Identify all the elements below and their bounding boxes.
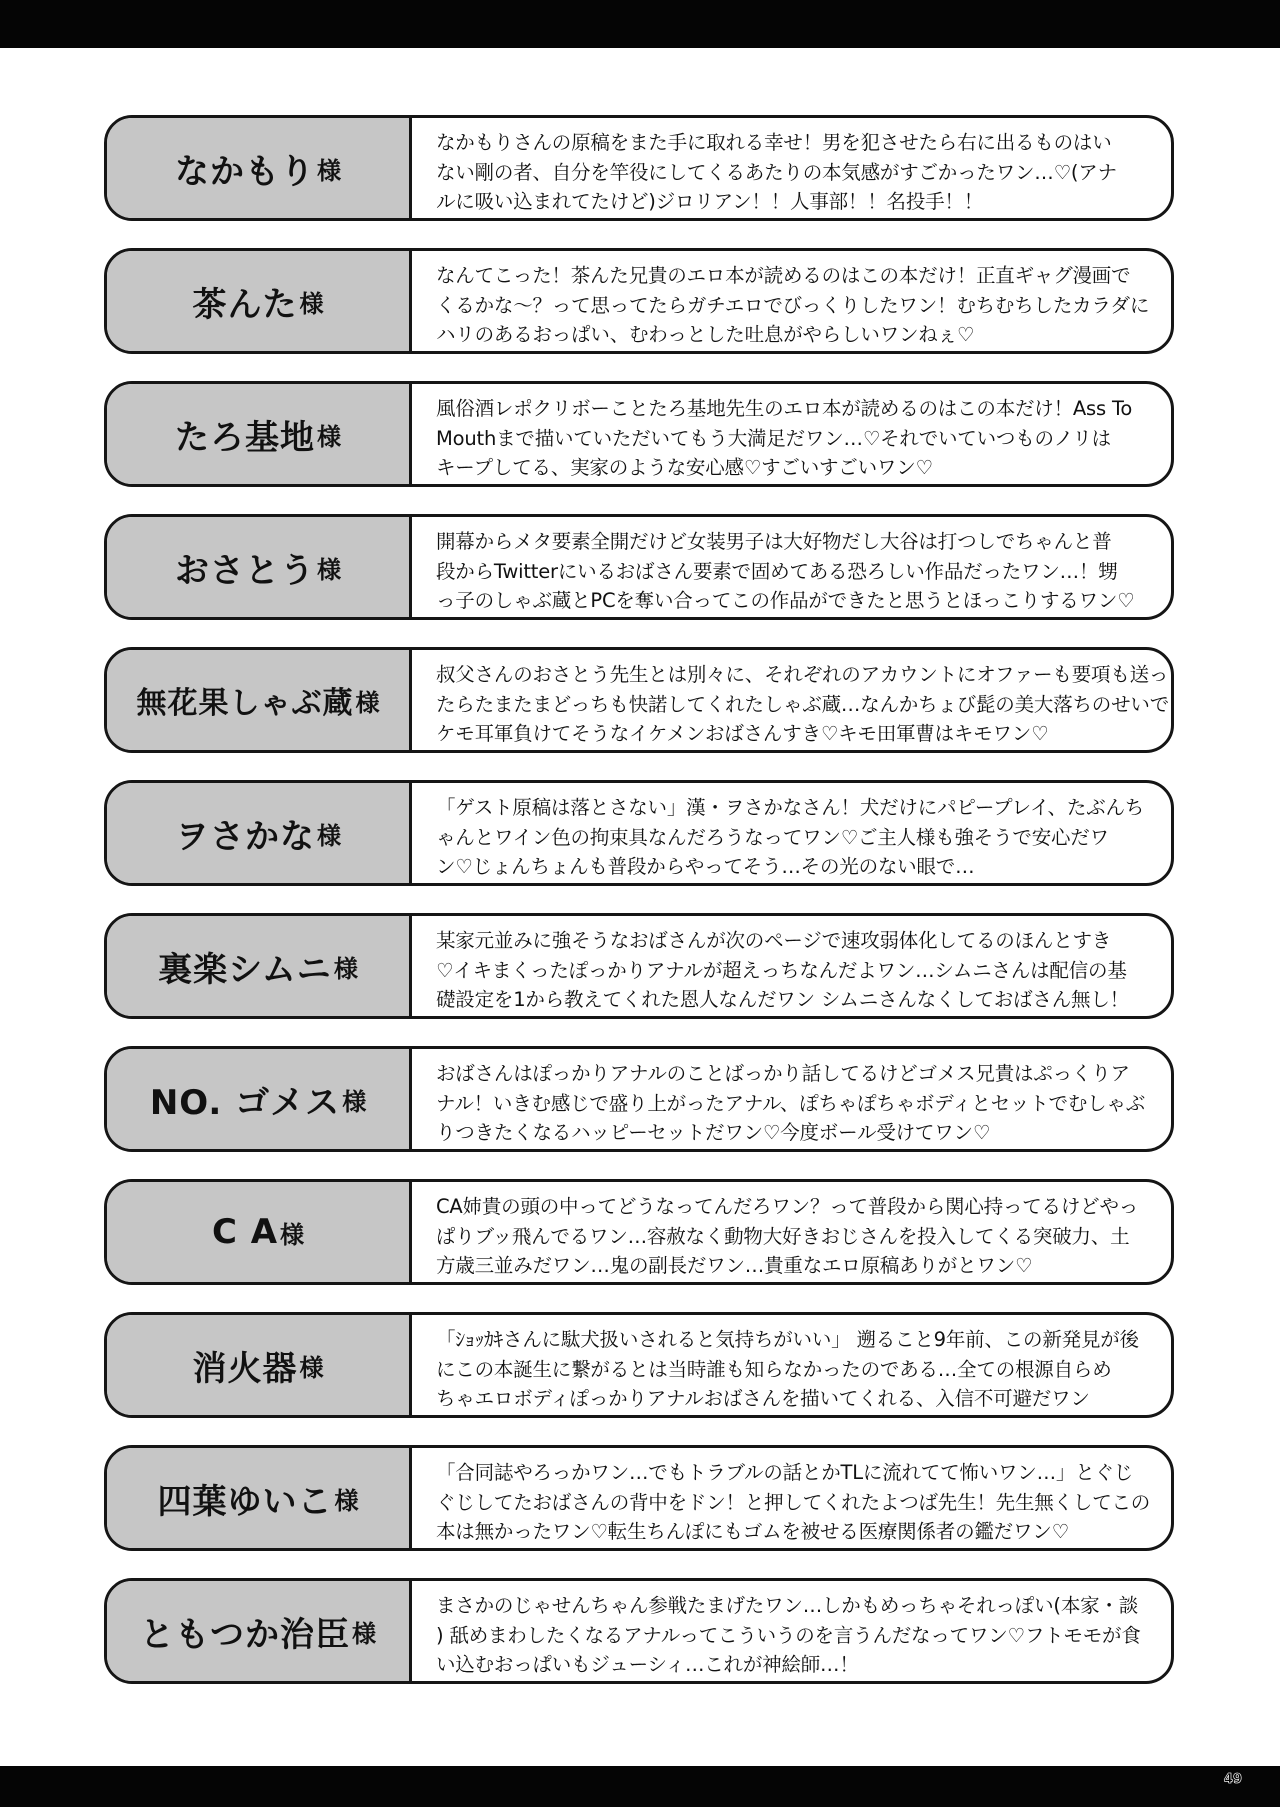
author-name-cell <box>107 1182 412 1282</box>
comment-line: 「ゲスト原稿は落とさない」漢・ヲさかなさん！犬だけにパピープレイ、たぶんち <box>436 796 1145 819</box>
author-name: なかもり <box>175 151 315 192</box>
credit-entry <box>104 115 1174 221</box>
author-name: 無花果しゃぶ蔵 <box>136 686 354 721</box>
comment-line: ぐじしてたおばさんの背中をドン！と押してくれたよつば先生！先生無くしてこの <box>436 1490 1151 1514</box>
honorific: 様 <box>280 1220 305 1249</box>
comment-line: なかもりさんの原稿をまた手に取れる幸せ！男を犯させたら右に出るものはい <box>436 131 1112 154</box>
credit-entry <box>104 1578 1174 1684</box>
comment-line: っ子のしゃぶ蔵とPCを奪い合ってこの作品ができたと思うとほっこりするワン♡ <box>436 589 1135 612</box>
comment-text <box>412 1581 1171 1681</box>
comment-line: にこの本誕生に繋がるとは当時誰も知らなかったのである…全ての根源自らめ <box>436 1357 1112 1381</box>
comment-text <box>412 517 1171 617</box>
comment-line: 本は無かったワン♡転生ちんぽにもゴムを被せる医療関係者の鑑だワン♡ <box>436 1520 1069 1543</box>
honorific: 様 <box>317 821 341 850</box>
honorific: 様 <box>342 1087 367 1116</box>
comment-line: ナル！いきむ感じで盛り上がったアナル、ぽちゃぽちゃボディとセットでむしゃぶ <box>436 1091 1146 1115</box>
author-name-cell <box>107 916 412 1016</box>
credit-entry <box>104 780 1174 886</box>
comment-line: ) 舐めまわしたくなるアナルってこういうのを言うんだなってワン♡フトモモが食 <box>436 1623 1141 1647</box>
honorific: 様 <box>317 156 341 185</box>
comment-line: 「ｼｮｯｶｷさんに駄犬扱いされると気持ちがいい」 遡ること9年前、この新発見が後 <box>436 1328 1139 1351</box>
comment-text <box>412 1182 1171 1282</box>
comment-line: ルに吸い込まれてたけど)ジロリアン！！人事部！！名投手！！ <box>436 190 984 213</box>
credit-entry <box>104 1179 1174 1285</box>
honorific: 様 <box>334 1486 359 1515</box>
comment-line: キープしてる、実家のような安心感♡すごいすごいワン♡ <box>436 456 933 479</box>
author-name-cell <box>107 251 412 351</box>
honorific: 様 <box>355 688 380 717</box>
comment-line: ぱりブッ飛んでるワン…容赦なく動物大好きおじさんを投入してくる突破力、土 <box>436 1224 1130 1248</box>
comment-line: たらたまたまどっちも快諾してくれたしゃぶ蔵…なんかちょび髭の美大落ちのせいで <box>436 692 1170 716</box>
honorific: 様 <box>299 1353 324 1382</box>
comment-text <box>412 1315 1171 1415</box>
top-black-bar <box>0 0 1280 48</box>
comment-line: ゃんとワイン色の拘束具なんだろうなってワン♡ご主人様も強そうで安心だワ <box>436 825 1109 849</box>
credit-entry <box>104 913 1174 1019</box>
bottom-black-bar <box>0 1766 1280 1807</box>
comment-line: おばさんはぽっかりアナルのことばっかり話してるけどゴメス兄貴はぷっくりア <box>436 1062 1130 1085</box>
author-name: 四葉ゆいこ <box>157 1481 333 1522</box>
comment-line: 開幕からメタ要素全開だけど女装男子は大好物だし大谷は打つしでちゃんと普 <box>436 530 1112 553</box>
comment-line: りつきたくなるハッピーセットだワン♡今度ボール受けてワン♡ <box>436 1121 991 1144</box>
comment-text <box>412 916 1171 1016</box>
comment-line: くるかな～？って思ってたらガチエロでびっくりしたワン！むちむちしたカラダに <box>436 293 1150 317</box>
credit-entry <box>104 1445 1174 1551</box>
comment-line: 方歳三並みだワン…鬼の副長だワン…貴重なエロ原稿ありがとワン♡ <box>436 1254 1033 1277</box>
comment-text <box>412 118 1171 218</box>
author-name: ヲさかな <box>175 816 315 857</box>
author-name: NO. ゴメス <box>149 1082 341 1123</box>
comment-text <box>412 251 1171 351</box>
comment-line: なんてこった！茶んた兄貴のエロ本が読めるのはこの本だけ！正直ギャグ漫画で <box>436 264 1131 287</box>
honorific: 様 <box>299 289 324 318</box>
honorific: 様 <box>333 954 358 983</box>
author-name-cell <box>107 118 412 218</box>
author-name: 裏楽シムニ <box>158 949 332 990</box>
credits-list <box>104 115 1174 1711</box>
credit-entry <box>104 1046 1174 1152</box>
comment-line: ハリのあるおっぱい、むわっとした吐息がやらしいワンねぇ♡ <box>436 323 975 346</box>
author-name-cell <box>107 517 412 617</box>
author-name-cell <box>107 1448 412 1548</box>
comment-line: まさかのじゃせんちゃん参戦たまげたワン…しかもめっちゃそれっぽい(本家・談 <box>436 1594 1139 1617</box>
comment-line: CA姉貴の頭の中ってどうなってんだろワン？って普段から関心持ってるけどやっ <box>436 1195 1139 1218</box>
comment-text <box>412 783 1171 883</box>
comment-line: ン♡じょんちょんも普段からやってそう…その光のない眼で… <box>436 855 975 878</box>
author-name: 消火器 <box>192 1348 298 1389</box>
comment-line: 風俗酒レポクリボーことたろ基地先生のエロ本が読めるのはこの本だけ！Ass To <box>436 397 1133 420</box>
credit-entry <box>104 381 1174 487</box>
comment-line: 礎設定を1から教えてくれた恩人なんだワン シムニさんなくしておばさん無し！ <box>436 988 1129 1011</box>
page-number: 49 <box>1223 1772 1242 1787</box>
comment-line: Mouthまで描いていただいてもう大満足だワン…♡それでいていつものノリは <box>436 426 1111 450</box>
author-name-cell <box>107 783 412 883</box>
credit-entry <box>104 1312 1174 1418</box>
honorific: 様 <box>317 555 341 584</box>
author-name-cell <box>107 384 412 484</box>
honorific: 様 <box>352 1619 376 1648</box>
comment-line: 「合同誌やろっかワン…でもトラブルの話とかTLに流れてて怖いワン…」とぐじ <box>436 1461 1134 1484</box>
author-name-cell <box>107 1581 412 1681</box>
author-name-cell <box>107 1315 412 1415</box>
credit-entry <box>104 248 1174 354</box>
comment-line: い込むおっぱいもジューシィ…これが神絵師…！ <box>436 1653 859 1676</box>
comment-line: ケモ耳軍負けてそうなイケメンおばさんすき♡キモ田軍曹はキモワン♡ <box>436 722 1049 745</box>
comment-line: ちゃエロボディぽっかりアナルおばさんを描いてくれる、入信不可避だワン <box>436 1387 1090 1410</box>
author-name: たろ基地 <box>175 417 315 458</box>
honorific: 様 <box>317 422 341 451</box>
comment-line: 某家元並みに強そうなおばさんが次のページで速攻弱体化してるのほんとすき <box>436 929 1112 952</box>
author-name-cell <box>107 650 412 750</box>
comment-line: 段からTwitterにいるおばさん要素で固めてある恐ろしい作品だったワン…！甥 <box>436 559 1118 583</box>
author-name: 茶んた <box>192 284 298 325</box>
comment-line: ♡イキまくったぽっかりアナルが超えっちなんだよワン…シムニさんは配信の基 <box>436 958 1127 982</box>
author-name: C A <box>211 1212 279 1252</box>
author-name-cell <box>107 1049 412 1149</box>
comment-text <box>412 650 1171 750</box>
comment-text <box>412 384 1171 484</box>
comment-text <box>412 1049 1171 1149</box>
credit-entry <box>104 514 1174 620</box>
author-name: おさとう <box>175 550 315 591</box>
comment-text <box>412 1448 1171 1548</box>
credit-entry <box>104 647 1174 753</box>
author-name: ともつか治臣 <box>140 1614 350 1655</box>
comment-line: ない剛の者、自分を竿役にしてくるあたりの本気感がすごかったワン…♡(アナ <box>436 160 1117 184</box>
comment-line: 叔父さんのおさとう先生とは別々に、それぞれのアカウントにオファーも要項も送っ <box>436 663 1169 686</box>
